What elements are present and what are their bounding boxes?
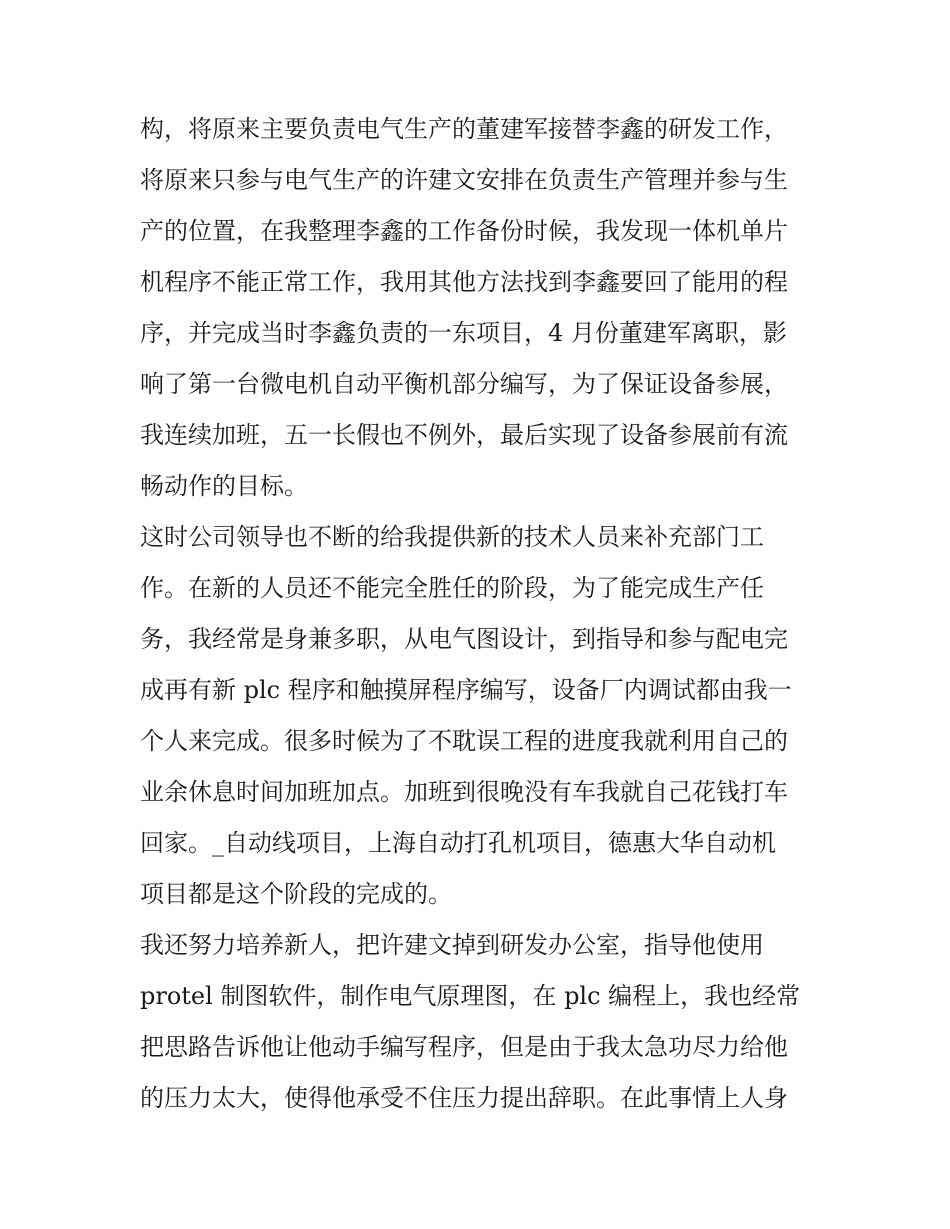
text-line: 作。在新的人员还不能完全胜任的阶段，为了能完成生产任 bbox=[140, 574, 764, 602]
text-line: 响了第一台微电机自动平衡机部分编写，为了保证设备参展， bbox=[140, 370, 788, 398]
text-line: protel 制图软件，制作电气原理图，在 plc 编程上，我也经常 bbox=[140, 982, 801, 1010]
text-line: 畅动作的目标。 bbox=[140, 472, 308, 500]
body-text bbox=[140, 104, 830, 1124]
text-line: 个人来完成。很多时候为了不耽误工程的进度我就利用自己的 bbox=[140, 727, 788, 755]
text-line: 构，将原来主要负责电气生产的董建军接替李鑫的研发工作， bbox=[140, 115, 788, 143]
text-line: 机程序不能正常工作，我用其他方法找到李鑫要回了能用的程 bbox=[140, 268, 788, 296]
text-line: 回家。_自动线项目，上海自动打孔机项目，德惠大华自动机 bbox=[140, 829, 776, 857]
text-line: 我还努力培养新人，把许建文掉到研发办公室，指导他使用 bbox=[140, 931, 764, 959]
text-line: 将原来只参与电气生产的许建文安排在负责生产管理并参与生 bbox=[140, 166, 788, 194]
text-line: 产的位置，在我整理李鑫的工作备份时候，我发现一体机单片 bbox=[140, 217, 788, 245]
text-line: 项目都是这个阶段的完成的。 bbox=[140, 880, 452, 908]
text-line: 这时公司领导也不断的给我提供新的技术人员来补充部门工 bbox=[140, 523, 764, 551]
text-line: 的压力太大，使得他承受不住压力提出辞职。在此事情上人身 bbox=[140, 1084, 788, 1112]
text-line: 我连续加班，五一长假也不例外，最后实现了设备参展前有流 bbox=[140, 421, 788, 449]
text-line: 务，我经常是身兼多职，从电气图设计，到指导和参与配电完 bbox=[140, 625, 788, 653]
text-line: 序，并完成当时李鑫负责的一东项目，4 月份董建军离职，影 bbox=[140, 319, 787, 347]
text-line: 成再有新 plc 程序和触摸屏程序编写，设备厂内调试都由我一 bbox=[140, 676, 792, 704]
text-line: 把思路告诉他让他动手编写程序，但是由于我太急功尽力给他 bbox=[140, 1033, 788, 1061]
text-line: 业余休息时间加班加点。加班到很晚没有车我就自己花钱打车 bbox=[140, 778, 788, 806]
